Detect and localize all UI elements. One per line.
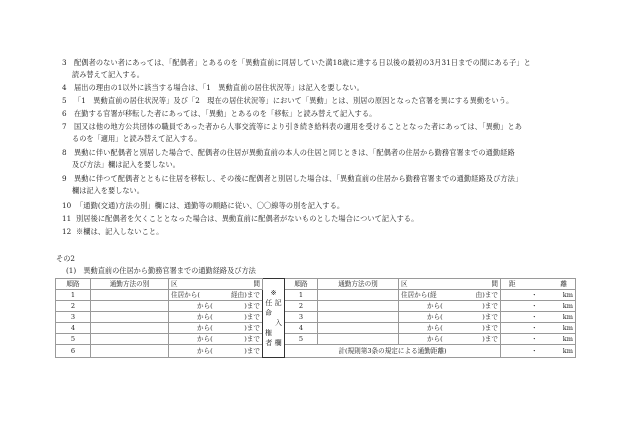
left-method-input[interactable] [91, 334, 169, 345]
section-from: から( [197, 324, 213, 332]
section-from: から( [197, 335, 213, 343]
note-5 [62, 96, 513, 106]
remark-mark: ※ [270, 289, 277, 297]
note-number: 3 [62, 58, 67, 67]
left-method-input[interactable] [91, 290, 169, 301]
header-method: 通勤方法の別 [91, 279, 169, 290]
remark-vertical-3: 入 [275, 319, 282, 327]
right-order: 3 [285, 312, 318, 323]
note-text: 別居後に配偶者を欠くこととなった場合は、異動直前に配偶者がないものとした場合について記入する。 [76, 214, 419, 223]
note-number: 4 [62, 83, 67, 92]
note-text: 国又は他の地方公共団体の職員であった者から人事交流等により引き続き給料表の適用を受けることとなった者にあっては、「異動」とあ [74, 122, 523, 131]
section-to: )まで [244, 335, 260, 343]
right-distance-input[interactable] [501, 301, 576, 312]
right-order: 2 [285, 301, 318, 312]
note-6 [62, 109, 376, 119]
left-method-input[interactable] [91, 301, 169, 312]
header-distance-right: 離 [560, 280, 567, 288]
section-from: から( [427, 313, 443, 321]
note-text: 「通勤(交通)方法の別」欄には、通勤等の順路に従い、〇〇線等の別を記入する。 [76, 201, 345, 210]
note-number: 7 [62, 122, 67, 131]
right-section-input[interactable] [399, 323, 501, 334]
unit-km: km [562, 302, 573, 310]
table-row [56, 345, 576, 358]
left-section-input[interactable] [169, 312, 263, 323]
note-number: 10 [62, 201, 72, 210]
note-7 [62, 122, 522, 132]
left-method-input[interactable] [91, 312, 169, 323]
total-distance-input[interactable] [501, 345, 576, 358]
remark-vertical-4: 権 [265, 329, 272, 337]
note-number: 5 [62, 96, 67, 105]
header-distance-left: 距 [509, 280, 516, 288]
unit-km: km [562, 335, 573, 343]
section-from: から( [427, 302, 443, 310]
header-order: 順路 [56, 279, 91, 290]
right-distance-input[interactable] [501, 290, 576, 301]
right-section-input[interactable] [399, 312, 501, 323]
decimal-dot: ・ [531, 302, 538, 310]
right-distance-input[interactable] [501, 334, 576, 345]
header-method-right: 通勤方法の別 [318, 279, 399, 290]
total-label: 計(規則第3条の規定による通勤距離) [285, 345, 501, 358]
section-from: から( [197, 347, 213, 355]
section-from: から( [197, 313, 213, 321]
note-4 [62, 83, 364, 93]
right-order: 5 [285, 334, 318, 345]
section-to: )まで [482, 302, 498, 310]
header-section-left: 区 [171, 280, 178, 288]
remark-vertical-2: 命 [265, 309, 272, 317]
header-section-right: 間 [491, 280, 498, 288]
section-to: )まで [482, 313, 498, 321]
left-order: 6 [56, 345, 91, 358]
section-from: から( [427, 335, 443, 343]
header-order-right: 順路 [285, 279, 318, 290]
decimal-dot: ・ [531, 324, 538, 332]
note-7-continued: るのを「適用」と読み替えて記入する。 [72, 134, 202, 143]
left-section-input[interactable] [169, 323, 263, 334]
left-section-input[interactable] [169, 301, 263, 312]
note-text: 届出の理由の1以外に該当する場合は、「1 異動直前の居住状況等」は記入を要しない。 [74, 83, 364, 92]
table-row [56, 334, 576, 345]
section-from: 住居から( [171, 291, 200, 299]
note-number: 8 [62, 148, 67, 157]
section-to: )まで [244, 313, 260, 321]
left-section-input[interactable] [169, 345, 263, 358]
right-distance-input[interactable] [501, 323, 576, 334]
section-title: その2 [56, 254, 75, 263]
section-to: )まで [482, 335, 498, 343]
left-method-input[interactable] [91, 323, 169, 334]
note-8 [62, 148, 515, 158]
decimal-dot: ・ [531, 291, 538, 299]
section-from: から( [197, 302, 213, 310]
header-section [169, 279, 263, 290]
right-section-input[interactable] [399, 290, 501, 301]
left-order: 4 [56, 323, 91, 334]
right-order: 1 [285, 290, 318, 301]
section-to: )まで [482, 324, 498, 332]
unit-km: km [562, 347, 573, 355]
unit-km: km [562, 324, 573, 332]
note-number: 6 [62, 109, 67, 118]
header-section-left: 区 [401, 280, 408, 288]
right-distance-input[interactable] [501, 312, 576, 323]
section-to: )まで [244, 324, 260, 332]
header-section-right: 間 [253, 280, 260, 288]
right-method-input[interactable] [318, 334, 399, 345]
section-to: 経由)まで [231, 291, 260, 299]
left-order: 2 [56, 301, 91, 312]
right-method-input[interactable] [318, 290, 399, 301]
right-method-input[interactable] [318, 312, 399, 323]
section-to: )まで [244, 302, 260, 310]
note-text: 異動に伴つて配偶者とともに住居を移転し、その後に配偶者と別居した場合は、「異動直前の住居から勤務官署までの通勤経路及び方法」 [74, 174, 523, 183]
section-subtitle: (1) 異動直前の住居から勤務官署までの通勤経路及び方法 [66, 266, 256, 275]
table-header-row [56, 279, 576, 290]
table-row [56, 290, 576, 301]
remark-column [263, 279, 285, 358]
right-section-input[interactable] [399, 334, 501, 345]
note-12 [62, 227, 163, 237]
header-distance [501, 279, 576, 290]
note-10 [62, 201, 344, 211]
left-method-input[interactable] [91, 345, 169, 358]
header-section-right-table [399, 279, 501, 290]
decimal-dot: ・ [531, 313, 538, 321]
note-9-continued: 欄は記入を要しない。 [72, 186, 144, 195]
note-text: 配偶者のない者にあっては、「配偶者」とあるのを「異動直前に同居していた満18歳に達する日以後の最初の3月31日までの間にある子」と [74, 58, 531, 67]
right-method-input[interactable] [318, 301, 399, 312]
remark-vertical-5: 者 欄 [265, 339, 282, 347]
section-from: から( [427, 324, 443, 332]
commute-route-table [55, 278, 576, 358]
unit-km: km [562, 291, 573, 299]
note-text: 「1 異動直前の居住状況等」及び「2 現在の居住状況等」において「異動」とは、別居の原因となった官署を異にする異動をいう。 [74, 96, 514, 105]
right-method-input[interactable] [318, 323, 399, 334]
table-row [56, 301, 576, 312]
note-number: 11 [62, 214, 72, 223]
note-11 [62, 214, 418, 224]
left-section-input[interactable] [169, 290, 263, 301]
note-text: ※欄は、記入しないこと。 [76, 227, 164, 236]
unit-km: km [562, 313, 573, 321]
note-8-continued: 及び方法」欄は記入を要しない。 [72, 160, 180, 169]
section-to: )まで [244, 347, 260, 355]
left-order: 3 [56, 312, 91, 323]
decimal-dot: ・ [531, 347, 538, 355]
note-text: 在勤する官署が移転した者にあっては、「異動」とあるのを「移転」と読み替えて記入する。 [74, 109, 377, 118]
left-section-input[interactable] [169, 334, 263, 345]
note-number: 9 [62, 174, 67, 183]
note-text: 異動に伴い配偶者と別居した場合で、配偶者の住居が異動直前の本人の住居と同じときは、「配偶者の住居から勤務官署までの通勤経路 [74, 148, 515, 157]
left-order: 5 [56, 334, 91, 345]
note-number: 12 [62, 227, 72, 236]
section-to: 由)まで [475, 291, 498, 299]
right-section-input[interactable] [399, 301, 501, 312]
note-3 [62, 58, 531, 68]
decimal-dot: ・ [531, 335, 538, 343]
note-9 [62, 174, 522, 184]
right-order: 4 [285, 323, 318, 334]
remark-vertical-1: 任 記 [265, 299, 282, 307]
section-from: 住居から(経 [401, 291, 437, 299]
table-row [56, 323, 576, 334]
left-order: 1 [56, 290, 91, 301]
note-3-continued: 読み替えて記入する。 [72, 70, 144, 79]
table-row [56, 312, 576, 323]
